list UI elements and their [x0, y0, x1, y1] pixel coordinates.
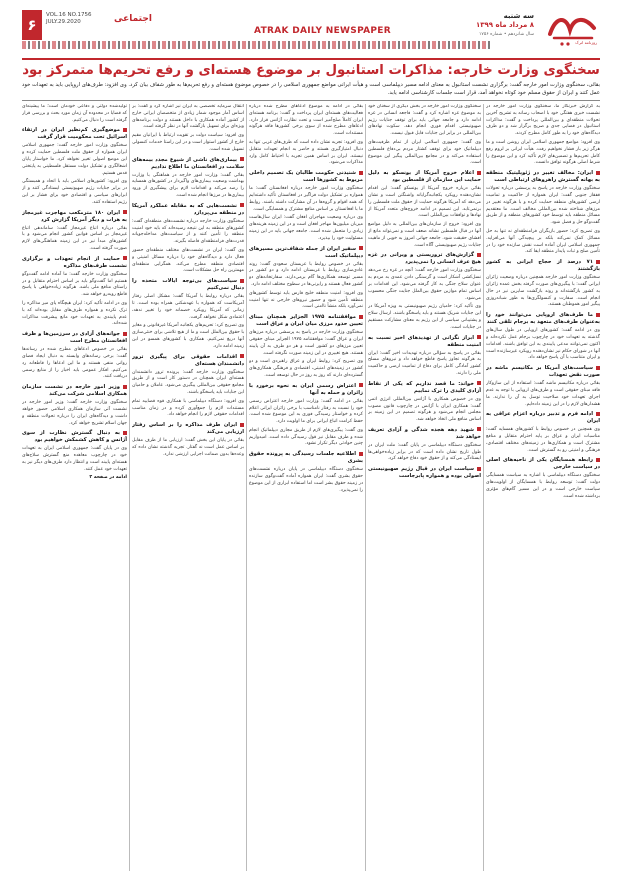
- bullet-square-icon: [359, 383, 363, 387]
- paragraph: سخنگوی دستگاه دیپلماسی در پایان گفت: ملت ایران در طول تاریخ نشان داده است که در برابر زیاده‌خواهی‌ها ایستادگی می‌کند و از حقوق خود دفاع خواهد کرد.: [368, 442, 481, 462]
- bullet-square-icon: [123, 385, 127, 389]
- paragraph: سخنگوی وزارت خارجه گفت: ما آماده ادامه گفت‌وگو هستیم اما گفت‌وگو باید بر اساس احترام متقابل و در راستای منافع ملی باشد. هرگونه زیاده‌خواهی با پاسخ قاطع روبه‌رو خواهد شد.: [22, 271, 127, 298]
- subheading-text: جوانه‌های آزادی در سرزمین‌ها و ظرف افغانستان مطرح است: [22, 331, 127, 345]
- bullet-square-icon: [123, 128, 127, 132]
- paragraph: بقائی در خصوص روابط با عربستان سعودی گفت: روند عادی‌سازی روابط با عربستان ادامه دارد و دو کشور در مسیر توسعه همکاری‌ها گام برمی‌دارند. سفارتخانه‌های دو کشور فعال هستند و رایزنی‌ها در سطوح مختلف ادامه دارد.: [249, 261, 363, 287]
- bullet-square-icon: [596, 313, 600, 317]
- bullet-square-icon: [596, 366, 600, 370]
- subheading-text: شهید دهه هجده شدگی و آزادی تعریف خواهد شد: [368, 426, 481, 440]
- bullet-square-icon: [477, 467, 481, 471]
- subheading: [22, 256, 127, 270]
- bullet-square-icon: [596, 171, 600, 175]
- subheading: [249, 314, 363, 328]
- subheading-text: اعلام خروج آمریکا از یونسکو به دلیل حمایت این سازمان از فلسطین بود: [368, 170, 481, 184]
- column-divider: [246, 104, 247, 871]
- paragraph: وی تصریح کرد: روابط ایران و عراق راهبردی است و دو کشور در زمینه‌های امنیتی، اقتصادی و فرهنگی همکاری‌های گسترده‌ای دارند که روز به روز در حال توسعه است.: [249, 359, 363, 378]
- paragraph: وی افزود: تجربه نشان داده است که طرف‌های غربی تنها به دنبال امتیازگیری هستند و حاضر به انجام تعهدات متقابل نیستند. ایران بر اساس همین تجربه با احتیاط کامل وارد مذاکرات می‌شود.: [249, 139, 363, 166]
- bullet-square-icon: [240, 157, 244, 161]
- paragraph: وی افزود: خروج از سازمان‌های بین‌المللی به دلیل مواضع آنها در قبال فلسطین نشانه ضعف است و نمی‌تواند مانع از افشای حقیقت شود. جامعه جهانی امروز به خوبی از ماهیت جنایات رژیم صهیونیستی آگاه است.: [368, 222, 481, 248]
- paragraph: سخنگوی وزارت خارجه درباره نشست‌های منطقه‌ای گفت: کشورهای منطقه به این نتیجه رسیده‌اند که باید خود امنیت منطقه را تأمین کنند و از سیاست‌های مداخله‌جویانه قدرت‌های فرامنطقه‌ای فاصله بگیرند.: [132, 218, 244, 245]
- paragraph: به گزارش خبرنگار ما، سخنگوی وزارت امور خارجه در نشست خبری هفتگی خود با اصحاب رسانه به تشریح آخرین تحولات منطقه‌ای و بین‌المللی پرداخت و گفت: مذاکرات استانبول در فضایی جدی و صریح برگزار شد و دو طرف دیدگاه‌های خود را به طور کامل مطرح کردند.: [486, 104, 600, 137]
- bullet-square-icon: [359, 452, 363, 456]
- subheading: [249, 246, 363, 260]
- paragraph: وی گفت: جمهوری اسلامی ایران از تمام ظرفیت‌های دیپلماتیک خود برای توقف کشتار مردم بی‌دفاع فلسطین استفاده می‌کند و در مجامع بین‌المللی پیگیر این موضوع است.: [368, 139, 481, 166]
- bullet-square-icon: [240, 423, 244, 427]
- article-column-5: [22, 104, 127, 873]
- subheading-text: ادامه فرم و تدبیر درباره اعزام عراقی به ایران: [486, 411, 600, 425]
- subheading: [486, 170, 600, 184]
- paragraph: وی افزود: سیاست دولت بر تقویت ارتباط با ایرانیان مقیم خارج از کشور استوار است و در این راستا خدمات کنسولی تسهیل شده است.: [132, 133, 244, 152]
- bullet-square-icon: [477, 335, 481, 339]
- paragraph: بقائی درباره اتباع غیرمجاز گفت: ساماندهی اتباع غیرمجاز بر اساس قوانین کشور انجام می‌شود و با کشورهای مبدأ نیز در این زمینه هماهنگی‌های لازم صورت گرفته است.: [22, 225, 127, 251]
- subheading: [249, 170, 363, 184]
- bullet-square-icon: [596, 458, 600, 462]
- paragraph: بقائی درباره خروج آمریکا از یونسکو گفت: این اقدام نشان‌دهنده رویکرد یکجانبه‌گرایانه واشنگتن است و نشان می‌دهد که آمریکا هرگونه حمایت از حقوق ملت فلسطین را برنمی‌تابد. این تصمیم در ادامه خروج‌های متعدد آمریکا از نهادها و توافقات بین‌المللی است.: [368, 186, 481, 219]
- date-persian: ۸ مرداد ماه ۱۳۹۹: [475, 21, 534, 29]
- bullet-square-icon: [123, 332, 127, 336]
- subheading-text: سیاست ایران در قبال رژیم صهیونیستی اصولی بوده و همواره پابرجاست: [368, 466, 481, 480]
- subheading-text: به دنبال گسترش نظارت از سوی آژانس و کاهش کشمکش خواهیم بود: [22, 430, 127, 444]
- bullet-square-icon: [123, 210, 127, 214]
- paragraph: سخنگوی وزارت خارجه گفت: پرونده ترور دانشمندان هسته‌ای ایران همچنان در دستور کار است و از طریق مجامع حقوقی بین‌المللی پیگیری می‌شود. عاملان و حامیان این جنایات باید پاسخگو باشند.: [132, 369, 244, 395]
- paragraph: سخنگوی وزارت خارجه در پاسخ به پرسشی درباره تحولات قفقاز جنوبی گفت: ایران همواره از حاکمیت و تمامیت ارضی کشورهای منطقه حمایت کرده و با هرگونه تغییر در مرزهای شناخته شده بین‌المللی مخالف است. ما معتقدیم مسائل منطقه باید توسط خود کشورهای منطقه و از طریق گفت‌وگو حل و فصل شود.: [486, 186, 600, 226]
- subheading-text: خواند: ما قصد نداریم که یکی از نقاط آزادی کلیدی را ترک نماییم: [368, 380, 481, 394]
- column-divider: [483, 104, 484, 871]
- subheading: [486, 259, 600, 273]
- paragraph: وی همچنین در خصوص روابط با کشورهای همسایه گفت: مناسبات ایران و عراق بر پایه احترام متقابل و منافع مشترک است و همکاری‌ها در زمینه‌های مختلف اقتصادی، فرهنگی و امنیتی رو به گسترش است.: [486, 427, 600, 453]
- paragraph: وی تأکید کرد: حامیان رژیم صهیونیستی به ویژه آمریکا در این جنایات شریک هستند و باید پاسخگو باشند. ارسال سلاح و پشتیبانی سیاسی از این رژیم به معنای مشارکت مستقیم در جنایات است.: [368, 304, 481, 330]
- subheading-text: سیاست‌های آمریکا بر مکانیسم ماشه در صورت نقض تعهدات: [486, 365, 600, 379]
- paragraph: بقائی در پایان این بخش گفت: ارزیابی ما از طرف مقابل بر اساس عمل است نه گفتار. تجربه گذشته نشان داده که وعده‌ها بدون ضمانت اجرایی ارزشی ندارد.: [132, 438, 244, 457]
- paragraph: سخنگوی وزارت امور خارجه در بخش دیگری از سخنان خود به موضوع غزه اشاره کرد و گفت: فاجعه انسانی در غزه ادامه دارد و جامعه جهانی باید برای توقف جنایات رژیم صهیونیستی اقدام فوری انجام دهد. سکوت نهادهای بین‌المللی در برابر این جنایات قابل قبول نیست.: [368, 104, 481, 137]
- paragraph: سخنگوی وزارت امور خارجه همچنین درباره وضعیت زائران ایرانی گفت: با پیگیری‌های صورت گرفته بخش عمده زائران به کشور بازگشته‌اند و روند بازگشت سایرین نیز در حال انجام است. سفارت و کنسولگری‌ها به طور شبانه‌روزی پیگیر امور هموطنان هستند.: [486, 275, 600, 308]
- issue-line: سال شانزدهم • شماره ۱۷۵۶: [479, 32, 534, 37]
- subheading: [22, 331, 127, 345]
- volume-info: [46, 12, 92, 26]
- paragraph: بقائی گفت: وزارت امور خارجه در هماهنگی با وزارت بهداشت وضعیت بیماری‌های واگیردار در کشورهای همسایه را رصد می‌کند و اقدامات لازم برای پیشگیری از ورود بیماری‌ها در مرزها انجام شده است.: [132, 172, 244, 198]
- paragraph: سخنگوی وزارت امور خارجه گفت: آنچه در غزه رخ می‌دهد نسل‌کشی آشکار است و گرسنگی دادن عمدی به مردم به عنوان سلاح جنگی به کار گرفته می‌شود. این اقدامات بر اساس تمام موازین حقوق بین‌الملل جنایت جنگی محسوب می‌شود.: [368, 268, 481, 301]
- weekday: سه شنبه: [503, 12, 534, 20]
- subheading: [22, 430, 127, 444]
- subheading-text: حمایت از انجام تعهدات و برگزاری نشست طرف‌های مذاکره: [22, 255, 127, 269]
- continue-note: ادامه در صفحه ۲: [89, 475, 127, 481]
- subheading: [486, 457, 600, 471]
- paragraph: وی درباره وضعیت مهاجران افغان گفت: ایران سال‌هاست میزبان میلیون‌ها مهاجر افغان است و در این زمینه هزینه‌های زیادی را متحمل شده است. جامعه جهانی باید در این زمینه مسئولیت خود را بپذیرد.: [249, 215, 363, 241]
- paragraph: سخنگوی دستگاه دیپلماسی در پایان درباره نشست‌های حقوق بشری گفت: ایران همواره آماده گفت‌وگوی سازنده در زمینه حقوق بشر است اما استفاده ابزاری از این موضوع را نمی‌پذیرد.: [249, 467, 363, 493]
- subheading: [486, 411, 600, 425]
- main-headline: سخنگوی وزارت خارجه: مذاکرات استانبول بر موضوع هسته‌ای و رفع تحریم‌ها متمرکز بود: [22, 63, 600, 78]
- subheading-text: ابراز نگرانی از تهدیدهای اخیر نسبت به امنیت منطقه: [368, 334, 481, 348]
- paragraph: سخنگوی وزارت امور خارجه گفت: جمهوری اسلامی ایران همواره از حقوق ملت فلسطین حمایت کرده و این موضع اصولی تغییر نخواهد کرد. ما خواستار پایان اشغالگری و تشکیل دولت مستقل فلسطینی به پایتختی قدس هستیم.: [22, 143, 127, 176]
- section-title: اجتماعی: [114, 14, 152, 24]
- paragraph: سخنگوی وزارت خارجه در پاسخ به پرسشی درباره مرزهای ایران و عراق گفت: موافقتنامه ۱۹۷۵ الجزایر مبنای حقوقی تعیین مرزهای دو کشور است و هر دو طرف به آن پایبند هستند. هیچ تغییری در این زمینه صورت نگرفته است.: [249, 330, 363, 356]
- subheading-text: شنیدنی حکومت طالبان یک تصمیم داخلی مربوط به کشورها است: [249, 170, 363, 184]
- article-column-2: [368, 104, 481, 873]
- paragraph: بقائی در پاسخ به سؤالی درباره تهدیدات اخیر گفت: ایران به هرگونه تجاوز پاسخ قاطع خواهد داد و نیروهای مسلح کشور آمادگی کامل برای دفاع از تمامیت ارضی و حاکمیت ملی را دارند.: [368, 350, 481, 376]
- subheading-text: رابطه همسایگان یکی از ناحیه‌های اصلی در سیاست خارجی: [486, 457, 600, 471]
- subheading-text: اعتراض رسمی ایران به نحوه برخورد با زائران و حمله به آنها: [249, 382, 363, 396]
- paragraph: وی در ادامه گفت: کشورهای اروپایی در طول سال‌های گذشته به تعهدات خود در چارچوب برجام عمل نکرده‌اند و اکنون نمی‌توانند مدعی پایبندی به این توافق باشند. اقدامات آنها در شورای حکام نیز نشان‌دهنده رویکرد غیرسازنده است و ایران متناسب با آن پاسخ خواهد داد.: [486, 328, 600, 361]
- subheading-text: موافقتنامه ۱۹۷۵ الجزایر همچنان مبنای تعیین حدود مرزی میان ایران و عراق است: [249, 314, 363, 328]
- bullet-square-icon: [240, 203, 244, 207]
- paragraph: تولیدشده دولتی و دفاعی خودمان است؛ ما پیشینه‌ای که قضایا در محدوده آن زمان مورد بحث و بررسی قرار گرفته است را دنبال می‌کنیم.: [22, 104, 127, 123]
- paragraph: وی در خصوص همکاری با آژانس بین‌المللی انرژی اتمی گفت: همکاری ایران با آژانس در چارچوب قانون مصوب مجلس انجام می‌شود و هرگونه تصمیم در این زمینه بر اساس منافع ملی اتخاذ خواهد شد.: [368, 396, 481, 423]
- subheading-text: سفیر ایران از جمله شفاف‌ترین مسیرهای دیپلماتیک است: [249, 245, 363, 259]
- subheading: [132, 203, 244, 217]
- subheading: [368, 335, 481, 349]
- subheading: [368, 252, 481, 266]
- bullet-square-icon: [477, 171, 481, 175]
- paragraph: انتقال سرمایه تخصصی به ایران نیز اشاره کرد و گفت: بر اساس آمار موجود شمار زیادی از متخصصان ایرانی خارج از کشور آماده همکاری با داخل هستند و دولت برنامه‌های ویژه‌ای برای تسهیل بازگشت آنها در نظر گرفته است.: [132, 104, 244, 130]
- paragraph: وی تصریح کرد: حضور بازیگران فرامنطقه‌ای نه تنها به حل مسائل کمک نمی‌کند بلکه بر پیچیدگی آنها می‌افزاید. جمهوری اسلامی ایران آماده است نقش سازنده خود را در تأمین صلح و ثبات پایدار منطقه ایفا کند.: [486, 228, 600, 255]
- bullet-square-icon: [596, 260, 600, 264]
- bullet-square-icon: [123, 431, 127, 435]
- subheading: [132, 354, 244, 368]
- logo-caption: روزنامه اترک: [575, 40, 597, 45]
- bullet-square-icon: [123, 256, 127, 260]
- subheading: [132, 422, 244, 436]
- paragraph: وی گفت: ایران در نشست‌های مختلف منطقه‌ای حضور فعال دارد و دیدگاه‌های خود را درباره مسائل امنیتی و اقتصادی منطقه مطرح می‌کند. همگرایی منطقه‌ای مهمترین راه حل مشکلات است.: [132, 247, 244, 274]
- subheading: [486, 365, 600, 379]
- bullet-square-icon: [477, 253, 481, 257]
- bullet-square-icon: [477, 427, 481, 431]
- bullet-square-icon: [359, 246, 363, 250]
- subheading-text: ۷۱ درصد از حجاج ایرانی به کشور بازگشتند: [486, 259, 600, 273]
- subheading-text: گزارش‌های تروریستی و ویرانی در غزه هیچ عرف انسانی را نمی‌پذیرد: [368, 252, 481, 266]
- paper-name-en: ATRAK DAILY NEWSPAPER: [254, 26, 391, 36]
- subheading-text: سیاست‌های بی‌توجه ایالات متحده را دنبال نمی‌کنیم: [132, 278, 244, 292]
- bullet-square-icon: [359, 315, 363, 319]
- subheading: [368, 381, 481, 395]
- volume-number: VOL.16 NO.1756: [46, 12, 92, 18]
- paragraph: سخنگوی وزارت امور خارجه درباره افغانستان گفت: ما همواره بر تشکیل دولت فراگیر در افغانستان تأکید داشته‌ایم که همه اقوام و گروه‌ها در آن مشارکت داشته باشند. روابط ما با افغانستان بر اساس منافع مشترک و همسایگی است.: [249, 186, 363, 212]
- paragraph: بقائی در ادامه گفت: وزارت امور خارجه اعتراض رسمی خود را نسبت به رفتار نامناسب با برخی زائران ایرانی اعلام کرده و خواستار رسیدگی فوری به این موضوع شده است. حفظ کرامت اتباع ایرانی برای ما اولویت دارد.: [249, 398, 363, 425]
- bullet-square-icon: [240, 279, 244, 283]
- masthead: [22, 10, 600, 58]
- subheading-text: ایران طرف مذاکره را بر اساس رفتار ارزیابی می‌کند: [132, 422, 244, 436]
- lead-rule: [22, 100, 600, 101]
- subheading-text: موضع‌گیری کم‌نظیر ایران در ارتقاء اسرائیل تحت محکومیت قرار گرفت: [22, 127, 127, 141]
- issue-date-en: JULY.29.2020: [46, 19, 81, 25]
- paragraph: وی تصریح کرد: تحریم‌های یکجانبه آمریکا غیرقانونی و مغایر با حقوق بین‌الملل است و ما از هیچ تلاشی برای خنثی‌سازی آنها دریغ نمی‌کنیم. همکاری با کشورهای همسو در این زمینه ادامه دارد.: [132, 323, 244, 349]
- paragraph: بقائی درباره مکانیسم ماشه گفت: استفاده از این سازوکار فاقد مبنای حقوقی است و طرف‌های اروپایی با توجه به عدم اجرای تعهدات خود صلاحیت توسل به آن را ندارند. ما هشدارهای لازم را در این زمینه داده‌ایم.: [486, 381, 600, 407]
- subheading: [249, 383, 363, 397]
- bullet-square-icon: [477, 381, 481, 385]
- bullet-square-icon: [596, 412, 600, 416]
- subheading-text: نشست‌هایی که به مقابله عملکرد آمریکا در منطقه می‌پردازد: [132, 202, 244, 216]
- paragraph: بقائی در خصوص ادعاهای مطرح شده در رسانه‌ها گفت: برخی رسانه‌های وابسته به دنبال ایجاد فضای روانی منفی هستند و ما این ادعاها را قاطعانه رد می‌کنیم. افکار عمومی باید اخبار را از منابع رسمی دریافت کنند.: [22, 347, 127, 380]
- paragraph: سخنگوی وزارت خارجه گفت: وزیر امور خارجه در نشست آتی سازمان همکاری اسلامی حضور خواهد داشت و دیدگاه‌های ایران را درباره تحولات منطقه و جهان اسلام تشریح خواهد کرد.: [22, 400, 127, 426]
- subheading: [249, 451, 363, 465]
- paragraph: بقائی در ادامه به موضوع ادعاهای مطرح شده درباره فعالیت‌های هسته‌ای ایران پرداخت و گفت: برنامه هسته‌ای ایران کاملاً صلح‌آمیز است و تحت نظارت آژانس قرار دارد. ادعاهای مطرح شده از سوی برخی کشورها فاقد هرگونه مستندات است.: [249, 104, 363, 137]
- subheading: [368, 466, 481, 480]
- subheading-text: وزیر امور خارجه در نشست سازمان همکاری اسلامی شرکت می‌کند: [22, 384, 127, 398]
- subheading: [22, 210, 127, 224]
- article-column-1: [486, 104, 600, 873]
- bullet-square-icon: [359, 171, 363, 175]
- subheading-text: اقدامات حقوقی برای پیگیری ترور دانشمندان هسته‌ای: [132, 353, 244, 367]
- subheading: [368, 170, 481, 184]
- column-divider: [365, 104, 366, 871]
- paragraph: وی افزود: کشورهای اسلامی باید با اتحاد و همبستگی در برابر جنایات رژیم صهیونیستی ایستادگی کنند و از ابزارهای سیاسی و اقتصادی خود برای فشار بر این رژیم استفاده کنند.: [22, 179, 127, 205]
- subheading-text: ایران: مخالف تغییر در ژئوپلیتیک منطقه به بهانه گسترش راهروهای ارتباطی است: [486, 170, 600, 184]
- paragraph: وی افزود: مواضع جمهوری اسلامی ایران روشن است و ما هرگز زیر بار فشار نخواهیم رفت. هیأت ایرانی بر لزوم رفع کامل تحریم‌ها و تضمین‌های لازم تأکید کرد و این موضوع را شرط اصلی هرگونه توافق دانست.: [486, 139, 600, 166]
- subheading-text: بیماری‌های ناشی از شیوع مجدد بیمه‌های سلامت در افغانستان ما اطلاع ندادیم: [132, 156, 244, 170]
- subheading: [368, 427, 481, 441]
- column-divider: [129, 104, 130, 871]
- article-column-4: [132, 104, 244, 873]
- page-number: ۶: [22, 10, 42, 40]
- paragraph: وی گفت: پیگیری‌های لازم از طریق مجاری دیپلماتیک انجام شده و طرف مقابل نیز قول رسیدگی داده است. امیدواریم چنین حوادثی دیگر تکرار نشود.: [249, 427, 363, 447]
- lead-paragraph: بقائی، سخنگوی وزارت امور خارجه گفت: برگزاری نشست استانبول به معنای ادامه مسیر دیپلماسی است و هیأت ایرانی مواضع جمهوری اسلامی را در خصوص موضوع هسته‌ای و رفع تحریم‌ها به طور شفاف بیان کرد. وی افزود: طرف‌های اروپایی باید به تعهدات خود عمل کنند و ایران از حقوق مسلم خود کوتاه نخواهد آمد، قرار است جلسات کارشناسی ادامه یابد.: [22, 82, 600, 96]
- paragraph: وی افزود: امنیت منطقه خلیج فارس باید توسط کشورهای منطقه تأمین شود و حضور نیروهای خارجی نه تنها امنیت نمی‌آورد بلکه منشأ ناامنی است.: [249, 290, 363, 310]
- subheading-text: اطلاعیه جلسات رسیدگی به پرونده حقوق بشری: [249, 451, 363, 465]
- decorative-pattern: [22, 41, 492, 49]
- article-column-3: [249, 104, 363, 873]
- paragraph: بقائی درباره روابط با آمریکا گفت: مشکل اصلی رفتار آمریکاست که همواره با عهدشکنی همراه بوده است. تا زمانی که آمریکا رویکرد خصمانه خود را تغییر ندهد، اعتمادی شکل نخواهد گرفت.: [132, 294, 244, 320]
- subheading: [22, 127, 127, 141]
- subheading: [132, 278, 244, 292]
- paragraph: سخنگوی دستگاه دیپلماسی با اشاره به سیاست همسایگی دولت گفت: توسعه روابط با همسایگان از اولویت‌های سیاست خارجی است و در این مسیر گام‌های مؤثری برداشته شده است.: [486, 473, 600, 499]
- subheading-text: ما طرف‌های اروپایی می‌توانند خود را به‌عنوان طرف‌های متعهد به برجام تلقی کنند: [486, 312, 600, 326]
- bullet-square-icon: [240, 354, 244, 358]
- subheading: [486, 312, 600, 326]
- subheading: [22, 384, 127, 398]
- paragraph: وی در ادامه تأکید کرد: ایران هیچگاه پای میز مذاکره را ترک نکرده و همواره طرف‌های مقابل بوده‌اند که با عدم پایبندی به تعهدات خود مانع پیشرفت مذاکرات شده‌اند.: [22, 300, 127, 327]
- date-block: [476, 12, 534, 39]
- subheading-text: ایران ۱۸۰ مترمکعب مهاجرت غیرمجاز به هرات و دیگر آمریکا گزارش کرد: [22, 209, 127, 223]
- subheading: [132, 157, 244, 171]
- paragraph: وی افزود: دستگاه دیپلماسی با همکاری قوه قضاییه تمام مستندات لازم را جمع‌آوری کرده و در زمان مناسب اقدامات حقوقی لازم را انجام خواهد داد.: [132, 398, 244, 418]
- masthead-rule: [22, 58, 600, 60]
- paragraph: وی در پایان گفت: جمهوری اسلامی ایران به تعهدات خود در چارچوب معاهده منع گسترش سلاح‌های هسته‌ای پایبند است و انتظار دارد طرف‌های دیگر نیز به تعهدات خود عمل کنند.: [22, 446, 127, 472]
